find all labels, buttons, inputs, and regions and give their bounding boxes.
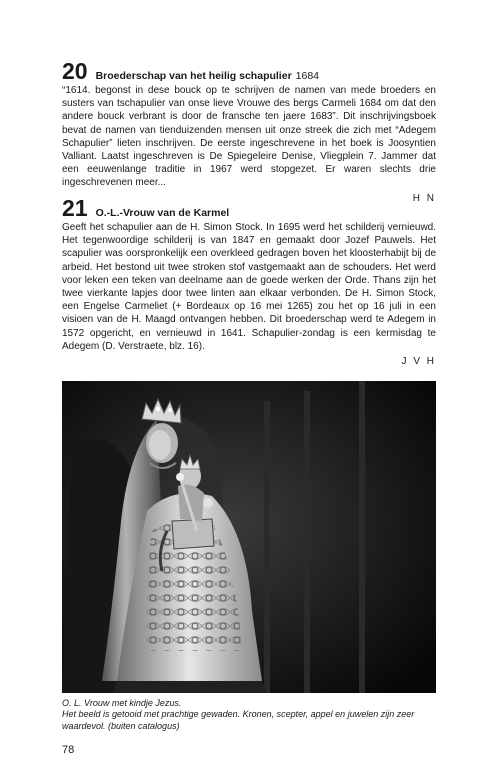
photo-caption [62, 698, 436, 732]
entry-number: 20 [62, 58, 88, 84]
entry-number: 21 [62, 195, 88, 221]
caption-line-1: O. L. Vrouw met kindje Jezus. [62, 698, 182, 708]
madonna-statue-photo [62, 381, 436, 693]
entry-21 [62, 197, 436, 367]
page-number: 78 [62, 744, 75, 756]
entry-20 [62, 60, 436, 204]
entry-text: “1614. begonst in dese bouck op te schrijven de namen van mede broeders en susters van tschapulier van onse lieve Vrouwe des bergs Carmeli 1684 om dat den andere bouck verbrant is door de fransche ten jaere 1683”. Dit inschrijvingsboek bevat de namen van tienduizenden mensen uit onze streek die zich met “Adegem Schapulier” lieten inschrijven. De eerste ingeschrevene in het boek is Joosyntien Valliant. Laatst ingeschreven is De Spiegeleire Denise, Vliegplein 7. Jammer dat een eeuwenlange traditie in 1967 werd stopgezet. Er waren slechts drie ingeschrevenen meer... [62, 85, 436, 189]
entry-heading [62, 197, 436, 220]
author-initials: H N [412, 192, 436, 204]
entry-title: Broederschap van het heilig schapulier [95, 70, 292, 82]
entry-title: O.-L.-Vrouw van de Karmel [95, 207, 230, 219]
entry-text: Geeft het schapulier aan de H. Simon Stock. In 1695 werd het schilderij vernieuwd. Het tegenwoordige schilderij is van 1847 en gemaakt door Jozef Pauwels. Het scapulier was oorspronkelijk een overkleed gedragen boven het kloosterhabijt bij de arbeid. Het bestond uit twee stroken stof vastgemaakt aan de schouders. Het werd voor leken een teken van deelname aan de goede werken der Orde. Thans zijn het twee vierkante lapjes door twee linten aan elkaar verbonden. De H. Simon Stock, een Engelse Carmeliet (+ Bordeaux op 16 mei 1265) zou het op 16 juli in een visioen van de H. Maagd ontvangen hebben. Dit broederschap werd te Adegem in 1572 opgericht, en vernieuwd in 1641. Schapulier-zondag is een kermisdag te Adegem (D. Verstraete, blz. 16). [62, 222, 436, 352]
author-initials: J V H [401, 355, 436, 367]
entry-year: 1684 [295, 70, 320, 82]
entry-heading [62, 60, 436, 83]
caption-line-2: Het beeld is getooid met prachtige gewaden. Kronen, scepter, appel en juwelen zijn zeer waardevol. (buiten catalogus) [62, 709, 415, 731]
